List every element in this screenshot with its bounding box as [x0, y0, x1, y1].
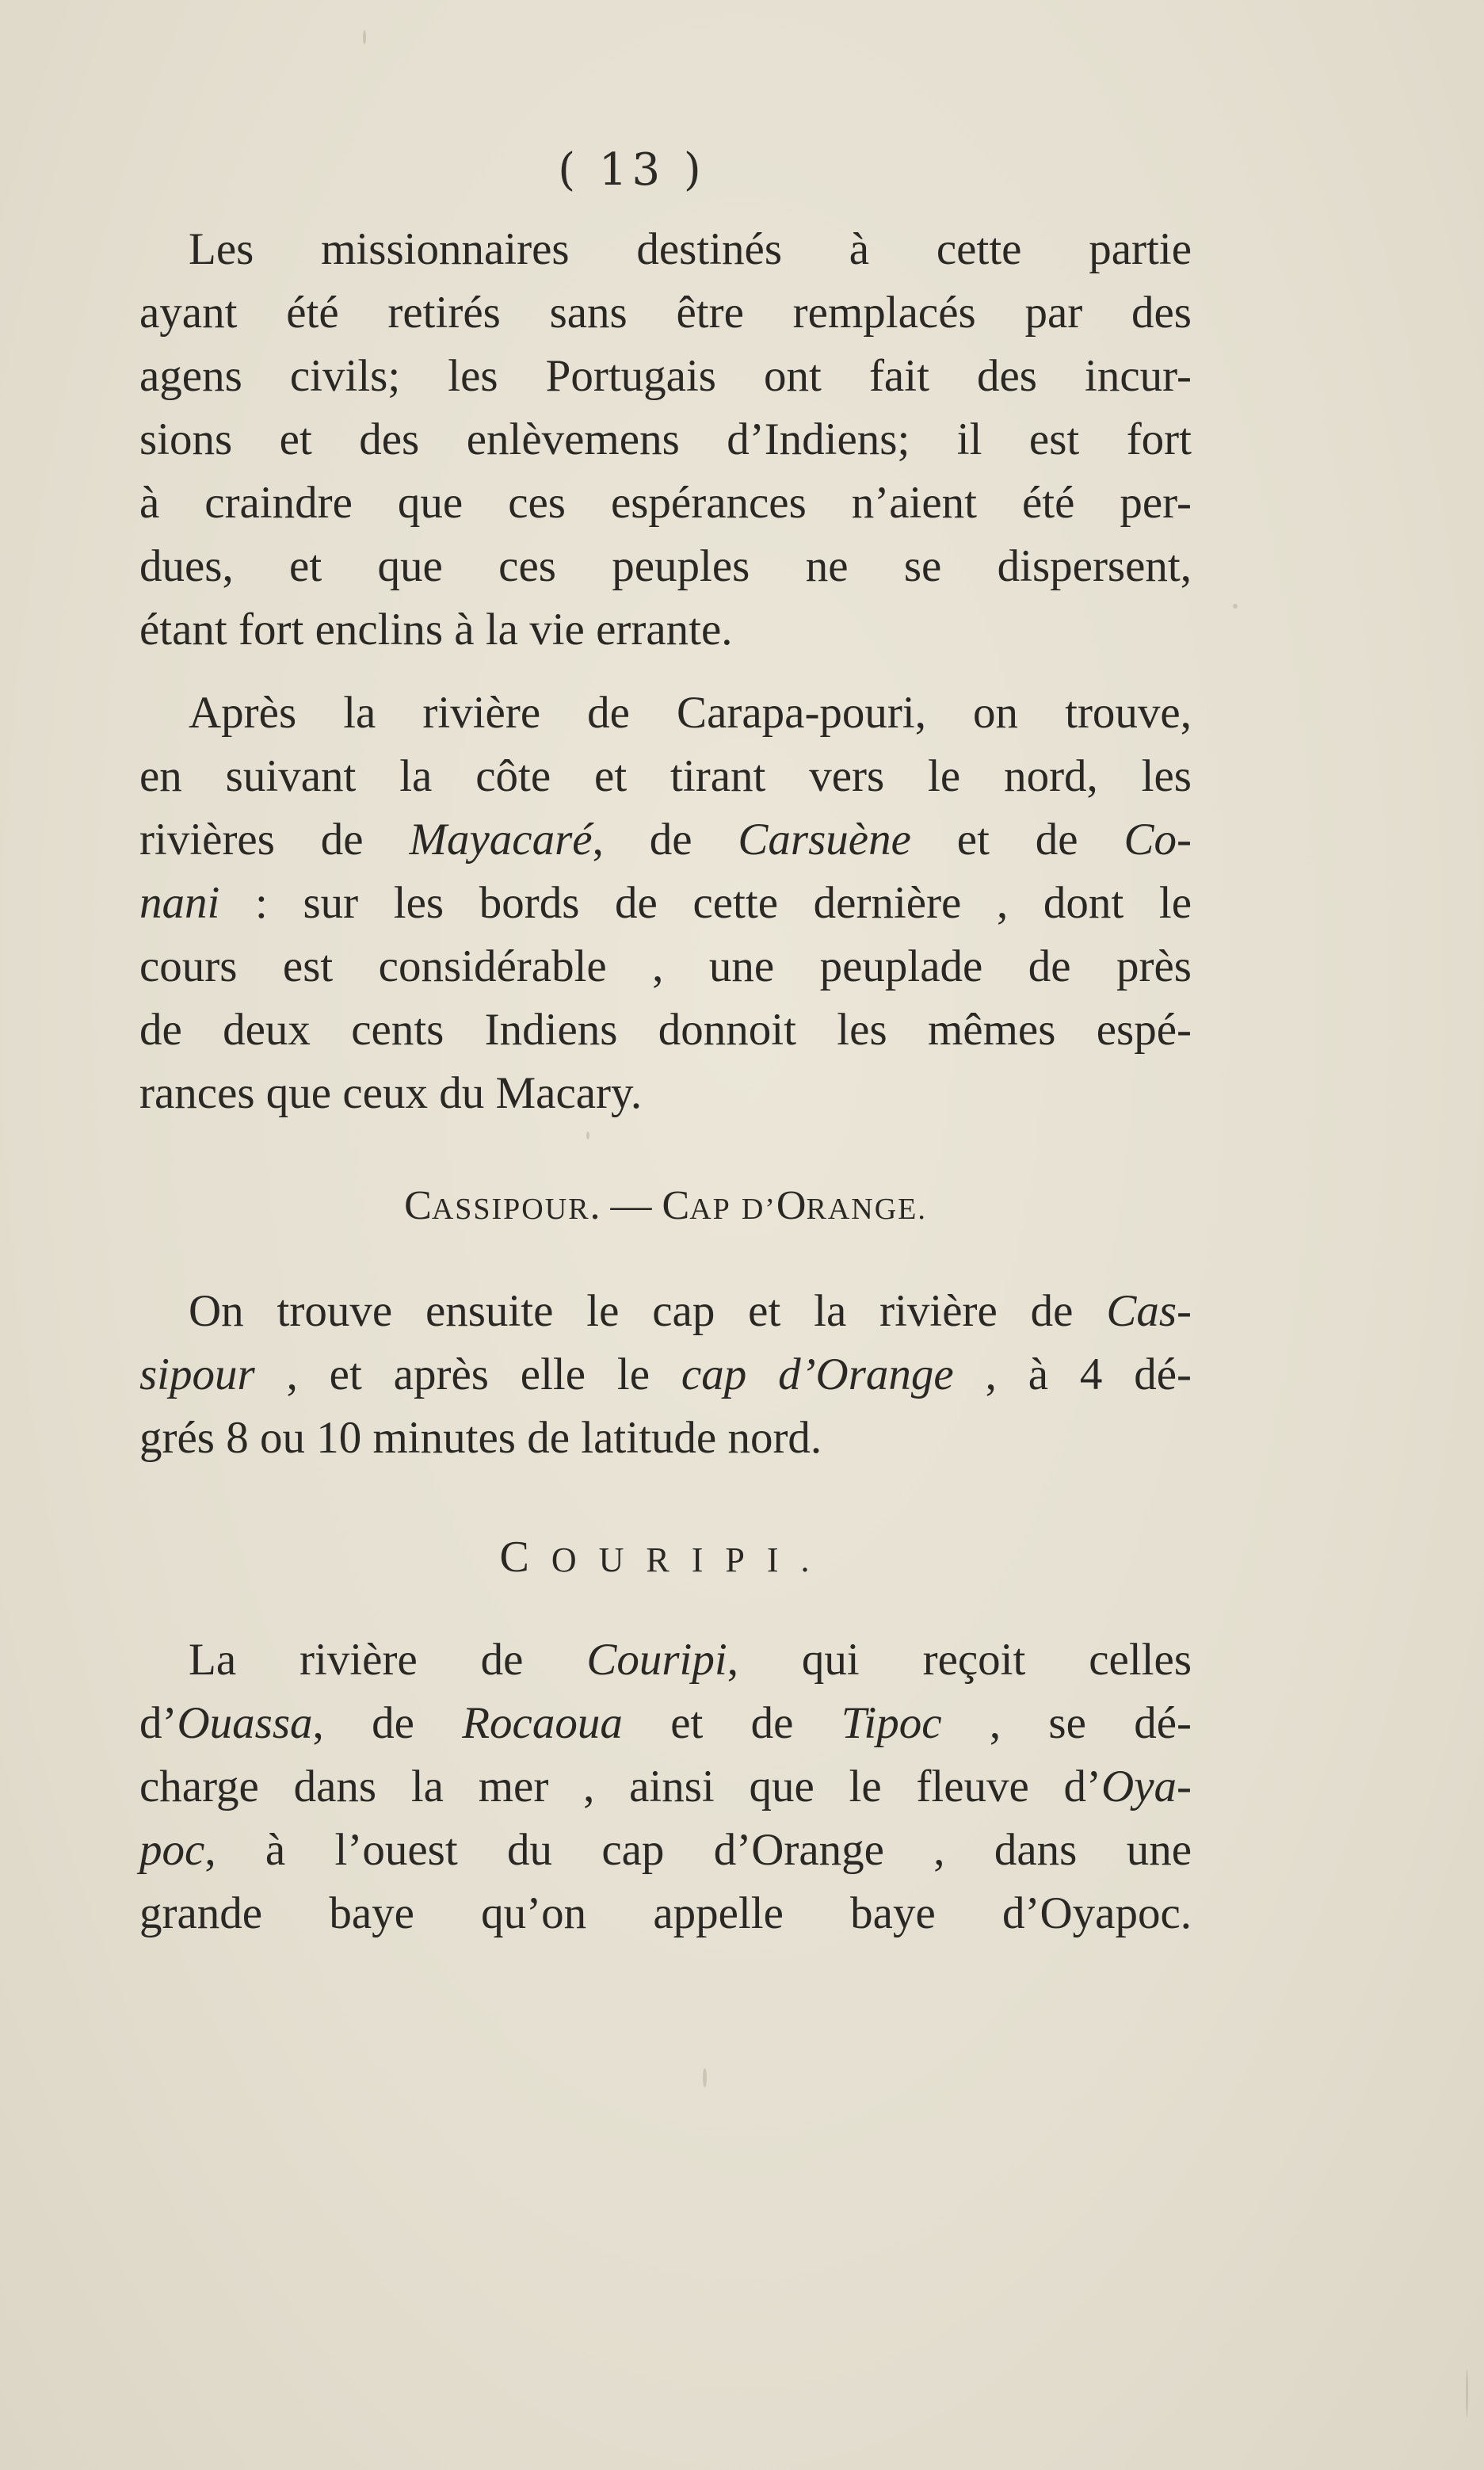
text-line: On trouve ensuite le cap et la rivière de Cas- [189, 1286, 1192, 1336]
paragraph-3 [139, 1280, 1192, 1470]
paper-speck [1233, 604, 1238, 609]
text-line: d’Ouassa, de Rocaoua et de Tipoc , se dé- [139, 1698, 1192, 1748]
paper-speck [586, 1132, 589, 1140]
text-line: à craindre que ces espérances n’aient été per- [139, 478, 1192, 528]
text-line: rivières de Mayacaré, de Carsuène et de Co- [139, 815, 1192, 865]
page-number: ( 13 ) [558, 144, 706, 196]
text-line: de deux cents Indiens donnoit les mêmes espé- [139, 1005, 1192, 1055]
text-line: rances que ceux du Macary. [139, 1068, 643, 1118]
text-line: ayant été retirés sans être remplacés par des [139, 288, 1192, 338]
section-heading-couripi: COURIPI. [499, 1533, 832, 1582]
paper-speck [363, 30, 366, 44]
paper-speck [703, 2068, 707, 2087]
text-line: poc, à l’ouest du cap d’Orange , dans une [139, 1825, 1192, 1875]
text-line: sipour , et après elle le cap d’Orange , à 4 dé- [139, 1350, 1192, 1399]
section-heading-cassipour: CASSIPOUR. — CAP D’ORANGE. [404, 1183, 927, 1228]
text-line: grande baye qu’on appelle baye d’Oyapoc. [139, 1888, 1192, 1938]
paragraph-1 [139, 218, 1192, 662]
text-line: grés 8 ou 10 minutes de latitude nord. [139, 1413, 822, 1463]
text-line: sions et des enlèvemens d’Indiens; il est fort [139, 414, 1192, 464]
text-line: agens civils; les Portugais ont fait des incur- [139, 351, 1192, 401]
paper-speck [1466, 2369, 1468, 2417]
text-line: cours est considérable , une peuplade de près [139, 941, 1192, 991]
text-line: Les missionnaires destinés à cette partie [189, 224, 1192, 274]
text-line: en suivant la côte et tirant vers le nord, les [139, 751, 1192, 801]
paragraph-4 [139, 1628, 1192, 1945]
text-line: étant fort enclins à la vie errante. [139, 605, 733, 655]
paragraph-2 [139, 681, 1192, 1125]
text-line: Après la rivière de Carapa-pouri, on trouve, [189, 688, 1192, 738]
text-line: dues, et que ces peuples ne se dispersent, [139, 541, 1192, 591]
text-line: charge dans la mer , ainsi que le fleuve d’Oya- [139, 1762, 1192, 1811]
text-line: La rivière de Couripi, qui reçoit celles [189, 1635, 1192, 1685]
text-line: nani : sur les bords de cette dernière , dont le [139, 878, 1192, 928]
